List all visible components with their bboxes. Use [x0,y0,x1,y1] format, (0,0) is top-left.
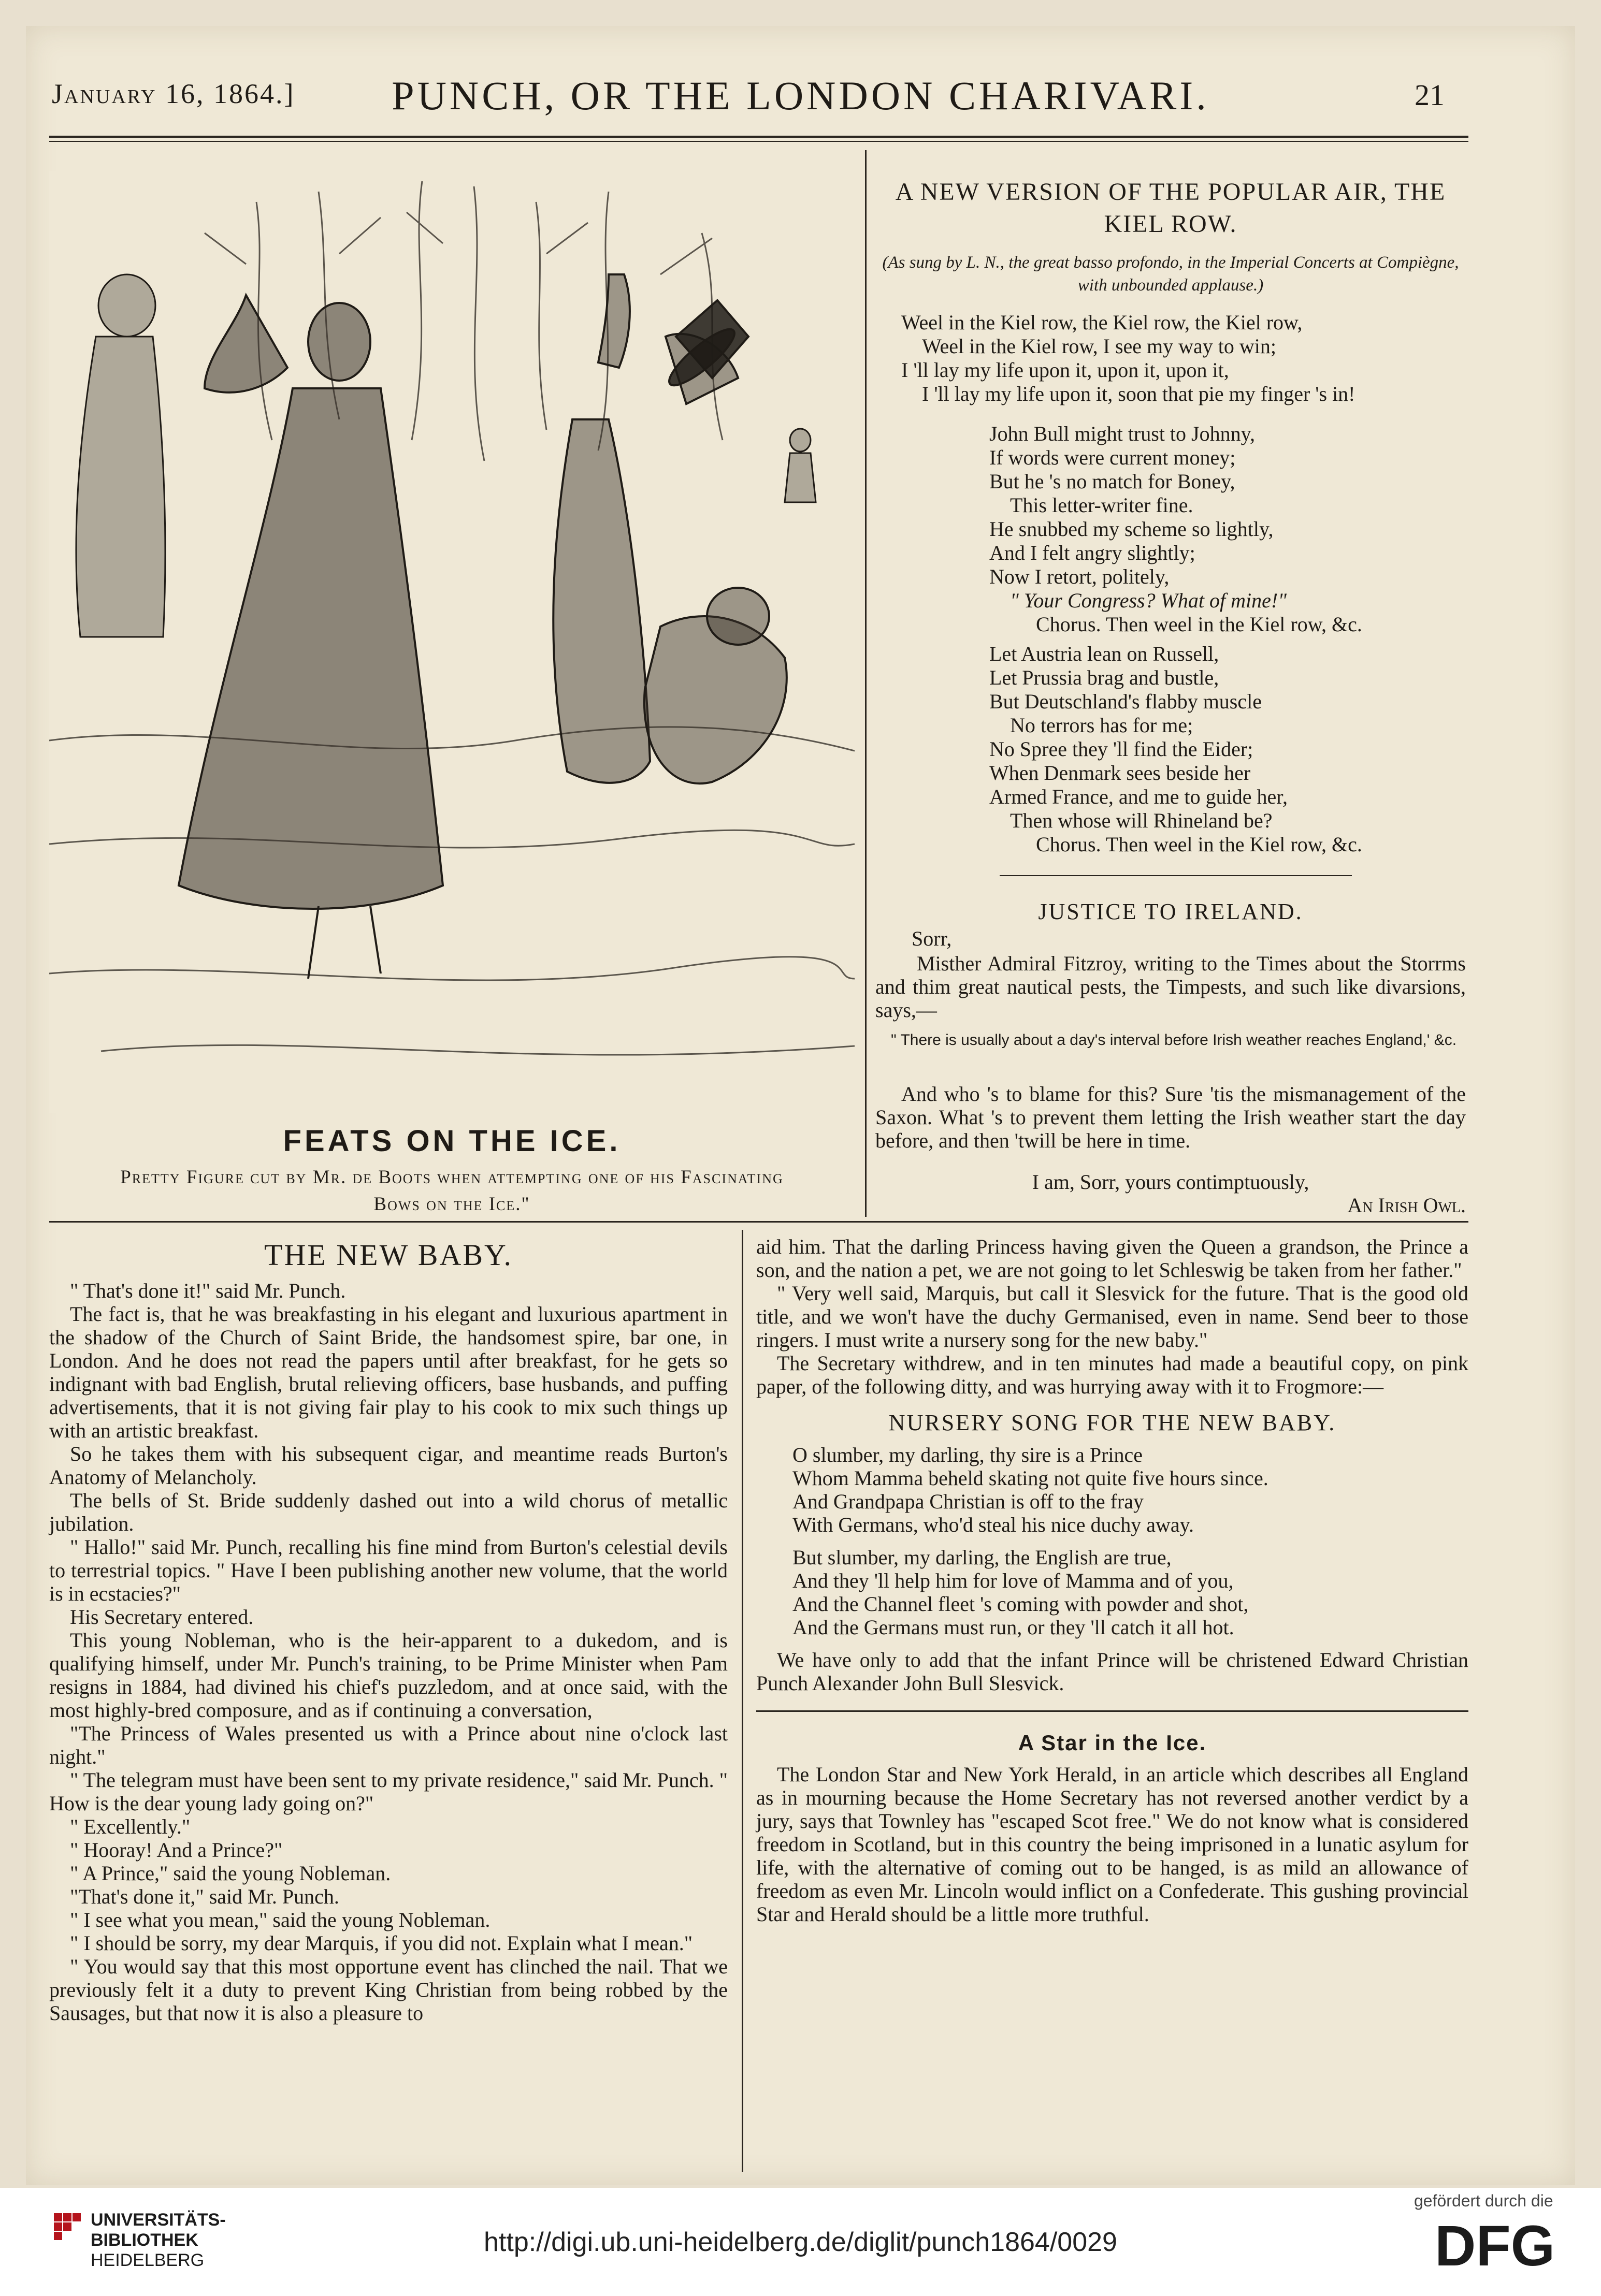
verse-line: And they 'll help him for love of Mamma and of you, [792,1569,1234,1592]
verse-line: Let Austria lean on Russell, [989,642,1219,665]
source-url-link[interactable]: http://digi.ub.uni-heidelberg.de/diglit/punch1864/0029 [484,2227,1117,2257]
caption-line-1: Pretty Figure cut by Mr. de Boots when attempting one of his Fascinating [120,1167,784,1188]
song-verse-2 [875,422,1580,636]
verse-line: And the Channel fleet 's coming with powder and shot, [792,1592,1249,1616]
header-rule-thin [49,141,1468,142]
library-name-line: HEIDELBERG [91,2250,205,2270]
verse-line: He snubbed my scheme so lightly, [989,517,1274,541]
masthead-title: PUNCH, OR THE LONDON CHARIVARI. [392,73,1209,118]
star-heading: A Star in the Ice. [1018,1731,1207,1755]
cartoon-illustration [49,171,855,1113]
body-paragraph: "That's done it," said Mr. Punch. [70,1885,339,1908]
chorus-line: Chorus. Then weel in the Kiel row, &c. [1036,613,1362,636]
verse-line: But he 's no match for Boney, [989,470,1235,493]
new-baby-left-column [49,1279,728,2025]
dfg-logo-icon[interactable] [1435,2216,1575,2273]
verse-line: Let Prussia brag and bustle, [989,666,1219,689]
funding-note: gefördert durch die [1414,2191,1553,2210]
verse-line: If words were current money; [989,446,1236,469]
verse-line: With Germans, who'd steal his nice duchy away. [792,1513,1194,1536]
body-paragraph: " Very well said, Marquis, but call it Slesvick for the future. That is the good old title, and we won't have the duchy Germanised, even in name. Send beer to those ringers. I must write a nursery song for the new baby." [756,1282,1468,1352]
verse-line: O slumber, my darling, thy sire is a Prince [792,1443,1143,1466]
verse-line: But slumber, my darling, the English are true, [792,1546,1172,1569]
verse-line: And Grandpapa Christian is off to the fray [792,1490,1144,1513]
library-name-line: BIBLIOTHEK [91,2230,198,2250]
body-paragraph: So he takes them with his subsequent cigar, and meantime reads Burton's Anatomy of Melancholy. [49,1442,728,1489]
new-baby-right-column [756,1235,1468,1926]
section-divider [1000,875,1352,876]
body-paragraph: We have only to add that the infant Prince will be christened Edward Christian Punch Alexander John Bull Slesvick. [756,1648,1468,1695]
verse-line: " Your Congress? What of mine!" [1010,589,1287,612]
justice-salutation: Sorr, [912,927,952,950]
body-paragraph: " Excellently." [70,1815,191,1838]
verse-line: Weel in the Kiel row, the Kiel row, the Kiel row, [901,311,1303,334]
song-note: (As sung by L. N., the great basso profondo, in the Imperial Concerts at Compiègne, with unbounded applause.) [882,253,1459,295]
caption-line-2: Bows on the Ice." [373,1194,530,1215]
justice-signature: An Irish Owl. [1347,1194,1466,1217]
verse-line: Whom Mamma beheld skating not quite five hours since. [792,1466,1268,1490]
column-rule-bottom [742,1230,743,2172]
body-paragraph: " You would say that this most opportune event has clinched the nail. That we previously felt it a duty to prevent King Christian from being robbed by the Sausages, but that now it is also a pleasure to [49,1955,728,2025]
song-verse-3 [875,642,1580,856]
justice-para-1: Misther Admiral Fitzroy, writing to the Times about the Storrms and thim great nautical pests, the Timpests, and such like divarsions, says,— [875,952,1466,1022]
body-paragraph: aid him. That the darling Princess having given the Queen a grandson, the Prince a son, and the nation a pet, we are not going to let Schleswig be taken from her father." [756,1235,1468,1282]
verse-line: And the Germans must run, or they 'll catch it all hot. [792,1616,1234,1639]
justice-heading: JUSTICE TO IRELAND. [1038,899,1303,924]
body-paragraph: " Hooray! And a Prince?" [70,1838,283,1862]
chorus-line: Chorus. Then weel in the Kiel row, &c. [1036,833,1362,856]
verse-line: No terrors has for me; [1010,714,1193,737]
verse-line: No Spree they 'll find the Eider; [989,737,1253,761]
section-divider [756,1710,1468,1712]
dfg-logo-text: DFG [1435,2216,1555,2273]
verse-line: Now I retort, politely, [989,565,1170,588]
body-paragraph: " The telegram must have been sent to my private residence," said Mr. Punch. " How is the dear young lady going on?" [49,1768,728,1815]
body-paragraph: The fact is, that he was breakfasting in his elegant and luxurious apartment in the shadow of the Church of Saint Bride, the handsomest spire, bar one, in London. And he does not read the papers until after breakfast, for he gets so indignant with bad English, brutal relieving officers, base husbands, and puffing advertisements, that it is not giving fair play to his cook to mix such things up with an artistic breakfast. [49,1302,728,1442]
body-paragraph: " I see what you mean," said the young Nobleman. [70,1908,491,1931]
verse-line: But Deutschland's flabby muscle [989,690,1262,713]
cartoon-title: FEATS ON THE ICE. [283,1124,621,1158]
body-paragraph: His Secretary entered. [70,1605,254,1629]
verse-line: Then whose will Rhineland be? [1010,809,1273,832]
song-heading: A NEW VERSION OF THE POPULAR AIR, THE KIEL ROW. [895,178,1446,238]
justice-closing: I am, Sorr, yours contimptuously, [1032,1170,1309,1194]
new-baby-heading: THE NEW BABY. [264,1238,513,1272]
justice-para-2: And who 's to blame for this? Sure 'tis the mismanagement of the Saxon. What 's to prevent them letting the Irish weather start the day before, and then 'twill be here in time. [875,1082,1466,1152]
page-number: 21 [1415,78,1445,112]
verse-line: This letter-writer fine. [1010,493,1193,517]
nursery-verse-2 [756,1546,1468,1639]
verse-line: And I felt angry slightly; [989,541,1195,564]
body-paragraph: " Hallo!" said Mr. Punch, recalling his fine mind from Burton's celestial devils to terrestrial topics. " Have I been publishing another new volume, that the world is in ecstacies?" [49,1535,728,1605]
nursery-verse-1 [756,1443,1468,1536]
header-rule [49,136,1468,138]
verse-line: Weel in the Kiel row, I see my way to win; [922,335,1277,358]
verse-line: When Denmark sees beside her [989,761,1251,784]
body-paragraph: " I should be sorry, my dear Marquis, if you did not. Explain what I mean." [70,1931,693,1955]
body-paragraph: The Secretary withdrew, and in ten minutes had made a beautiful copy, on pink paper, of the following ditty, and was hurrying away with it to Frogmore:— [756,1352,1468,1398]
justice-quote: " There is usually about a day's interval before Irish weather reaches England,' &c. [891,1031,1457,1049]
verse-line: I 'll lay my life upon it, upon it, upon it, [901,358,1229,382]
verse-line: Armed France, and me to guide her, [989,785,1288,808]
cartoon-caption [49,1164,855,1218]
nursery-heading: NURSERY SONG FOR THE NEW BABY. [888,1410,1336,1435]
body-paragraph: The bells of St. Bride suddenly dashed out into a wild chorus of metallic jubilation. [49,1489,728,1535]
verse-line: John Bull might trust to Johnny, [989,422,1256,445]
verse-line: I 'll lay my life upon it, soon that pie my finger 's in! [922,382,1355,405]
library-name-line: UNIVERSITÄTS- [91,2210,226,2230]
issue-date: January 16, 1864.] [52,78,295,109]
mid-page-rule [49,1221,1468,1223]
body-paragraph: " That's done it!" said Mr. Punch. [70,1279,346,1302]
song-verse-1 [875,311,1492,406]
body-paragraph: "The Princess of Wales presented us with a Prince about nine o'clock last night." [49,1722,728,1768]
column-rule-top [865,150,867,1217]
body-paragraph: This young Nobleman, who is the heir-apparent to a dukedom, and is qualifying himself, under Mr. Punch's training, to be Prime Minister when Pam resigns in 1884, had divined his chief's puzzledom, and at once said, with the most highly-bred composure, and as if continuing a conversation, [49,1629,728,1722]
body-paragraph: " A Prince," said the young Nobleman. [70,1862,391,1885]
body-paragraph: The London Star and New York Herald, in an article which describes all England as in mourning because the Home Secretary has not reversed another verdict by a jury, says that Townley has "escaped Scot free." We do not know what is considered freedom in Scotland, but in this country the being imprisoned in a lunatic asylum for life, with the alternative of coming out to be hanged, is as mild an allowance of freedom as even Mr. Lincoln would inflict on a Confederate. This gushing provincial Star and Herald should be a little more truthful. [756,1763,1468,1926]
